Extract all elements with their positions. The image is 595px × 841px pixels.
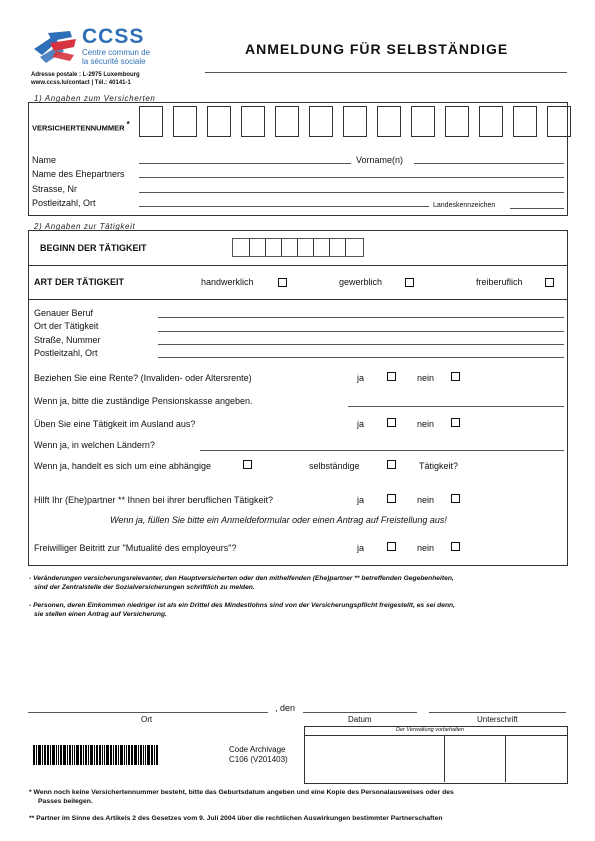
- pension-question: Beziehen Sie eine Rente? (Invaliden- oder Altersrente): [34, 373, 252, 383]
- contact-info: www.ccss.lu/contact | Tél.: 40141-1: [31, 80, 131, 86]
- mutualite-no-checkbox[interactable]: [451, 542, 460, 551]
- pension-fund-question: Wenn ja, bitte die zuständige Pensionskasse angeben.: [34, 396, 253, 406]
- partner-no-label: nein: [417, 495, 435, 505]
- commercial-checkbox[interactable]: [405, 278, 414, 287]
- pension-fund-field[interactable]: [348, 406, 564, 407]
- abroad-no-label: nein: [417, 419, 435, 429]
- digit-box[interactable]: [207, 106, 231, 137]
- section2-label: 2) Angaben zur Tätigkeit: [34, 222, 136, 231]
- digit-box[interactable]: [411, 106, 435, 137]
- digit-box[interactable]: [173, 106, 197, 137]
- spouse-name-label: Name des Ehepartners: [32, 169, 125, 179]
- digit-box[interactable]: [343, 106, 367, 137]
- insurance-number-label: VERSICHERTENNUMMER *: [32, 120, 130, 133]
- logo-subtitle-1: Centre commun de: [82, 48, 151, 57]
- job-field[interactable]: [158, 317, 564, 318]
- partner-yes-checkbox[interactable]: [387, 494, 396, 503]
- spouse-name-field[interactable]: [139, 177, 564, 178]
- name-field[interactable]: [139, 163, 351, 164]
- digit-box[interactable]: [139, 106, 163, 137]
- activity-label: Tätigkeit?: [419, 461, 459, 471]
- archive-code: C106 (V201403): [229, 755, 288, 764]
- digit-box[interactable]: [479, 106, 503, 137]
- date-field[interactable]: [303, 712, 417, 713]
- pension-no-label: nein: [417, 373, 435, 383]
- date-caption: Datum: [348, 715, 372, 724]
- freelance-checkbox[interactable]: [545, 278, 554, 287]
- logo-text: CCSS: [82, 25, 145, 48]
- admin-caption: Der Verwaltung vorbehalten: [396, 727, 464, 733]
- digit-box[interactable]: [241, 106, 265, 137]
- digit-box[interactable]: [513, 106, 537, 137]
- mutualite-no-label: nein: [417, 543, 435, 553]
- comma-den: , den: [275, 703, 296, 713]
- postal-label: Postleitzahl, Ort: [32, 198, 96, 208]
- digit-box[interactable]: [547, 106, 571, 137]
- mutualite-question: Freiwilliger Beitritt zur "Mutualité des employeurs"?: [34, 543, 237, 553]
- page-title: ANMELDUNG FÜR SELBSTÄNDIGE: [245, 41, 509, 57]
- name-label: Name: [32, 155, 57, 165]
- section2-divider-2: [28, 299, 567, 300]
- street-field[interactable]: [139, 192, 564, 193]
- pension-yes-checkbox[interactable]: [387, 372, 396, 381]
- postal-field[interactable]: [139, 206, 429, 207]
- note-1-line-1: - Veränderungen versicherungsrelevanter, den Hauptversicherten oder den mithelfenden (Ehe)partner ** betreffenden Gegebenheiten,: [29, 575, 454, 582]
- mutualite-yes-checkbox[interactable]: [387, 542, 396, 551]
- dependent-question: Wenn ja, handelt es sich um eine abhängige: [34, 461, 211, 471]
- abroad-question: Üben Sie eine Tätigkeit im Ausland aus?: [34, 419, 196, 429]
- partner-no-checkbox[interactable]: [451, 494, 460, 503]
- vorname-label: Vorname(n): [356, 155, 404, 165]
- admin-divider: [304, 735, 567, 736]
- digit-box[interactable]: [445, 106, 469, 137]
- section1-label: 1) Angaben zum Versicherten: [34, 94, 156, 103]
- footnote-1-line-1: * Wenn noch keine Versichertennummer besteht, bitte das Geburtsdatum angeben und eine Kopie des Personalausweises oder des: [29, 789, 454, 796]
- admin-col-1: [444, 735, 445, 782]
- digit-box[interactable]: [377, 106, 401, 137]
- postal2-field[interactable]: [158, 357, 564, 358]
- footnote-2: ** Partner im Sinne des Artikels 2 des Gesetzes vom 9. Juli 2004 über die rechtlichen Auswirkungen bestimmter Partnerschaften: [29, 815, 443, 822]
- job-label: Genauer Beruf: [34, 308, 94, 318]
- country-code-field[interactable]: [510, 208, 564, 209]
- opt-commercial-label: gewerblich: [339, 277, 383, 287]
- craft-checkbox[interactable]: [278, 278, 287, 287]
- opt-craft-label: handwerklich: [201, 277, 254, 287]
- note-2-line-2: sie stellen einen Antrag auf Versicherung.: [34, 611, 167, 618]
- barcode: [33, 745, 205, 765]
- pension-yes-label: ja: [357, 373, 365, 383]
- street2-field[interactable]: [158, 344, 564, 345]
- digit-box[interactable]: [309, 106, 333, 137]
- logo-subtitle-2: la sécurité sociale: [82, 57, 146, 66]
- selfemployed-label: selbständige: [309, 461, 360, 471]
- partner-question: Hilft Ihr (Ehe)partner ** Ihnen bei ihrer beruflichen Tätigkeit?: [34, 495, 273, 505]
- street-label: Strasse, Nr: [32, 184, 78, 194]
- place-caption: Ort: [141, 715, 153, 724]
- vorname-field[interactable]: [414, 163, 564, 164]
- countries-question: Wenn ja, in welchen Ländern?: [34, 440, 155, 450]
- signature-field[interactable]: [429, 712, 566, 713]
- start-date-boxes[interactable]: [232, 238, 364, 257]
- partner-yes-label: ja: [357, 495, 365, 505]
- selfemployed-checkbox[interactable]: [387, 460, 396, 469]
- mutualite-yes-label: ja: [357, 543, 365, 553]
- pension-no-checkbox[interactable]: [451, 372, 460, 381]
- ccss-logo: [30, 27, 160, 71]
- countries-field[interactable]: [200, 450, 564, 451]
- type-label: ART DER TÄTIGKEIT: [34, 277, 124, 287]
- note-2-line-1: - Personen, deren Einkommen niedriger ist als ein Drittel des Mindestlohns sind von der Versicherungspflicht freigestellt, es sei denn,: [29, 602, 455, 609]
- place-field[interactable]: [28, 712, 268, 713]
- abroad-no-checkbox[interactable]: [451, 418, 460, 427]
- opt-freelance-label: freiberuflich: [476, 277, 523, 287]
- note-1-line-2: sind der Zentralstelle der Sozialversicherungen schriftlich zu melden.: [34, 584, 255, 591]
- abroad-yes-checkbox[interactable]: [387, 418, 396, 427]
- postal2-label: Postleitzahl, Ort: [34, 348, 98, 358]
- archive-label: Code Archivage: [229, 745, 286, 754]
- start-label: BEGINN DER TÄTIGKEIT: [40, 243, 147, 253]
- abroad-yes-label: ja: [357, 419, 365, 429]
- place-field[interactable]: [158, 331, 564, 332]
- section2-divider-1: [28, 265, 567, 266]
- place-label: Ort der Tätigkeit: [34, 321, 99, 331]
- digit-box[interactable]: [275, 106, 299, 137]
- signature-caption: Unterschrift: [477, 715, 518, 724]
- country-code-label: Landeskennzeichen: [433, 202, 496, 209]
- partner-note: Wenn ja, füllen Sie bitte ein Anmeldeformular oder einen Antrag auf Freistellung aus!: [110, 515, 447, 525]
- dependent-checkbox[interactable]: [243, 460, 252, 469]
- postal-address: Adresse postale : L-2975 Luxembourg: [31, 72, 140, 78]
- title-underline: [205, 72, 567, 73]
- footnote-1-line-2: Passes beilegen.: [38, 798, 93, 805]
- ccss-logo-mark: [30, 27, 80, 69]
- admin-col-2: [505, 735, 506, 782]
- street2-label: Straße, Nummer: [34, 335, 101, 345]
